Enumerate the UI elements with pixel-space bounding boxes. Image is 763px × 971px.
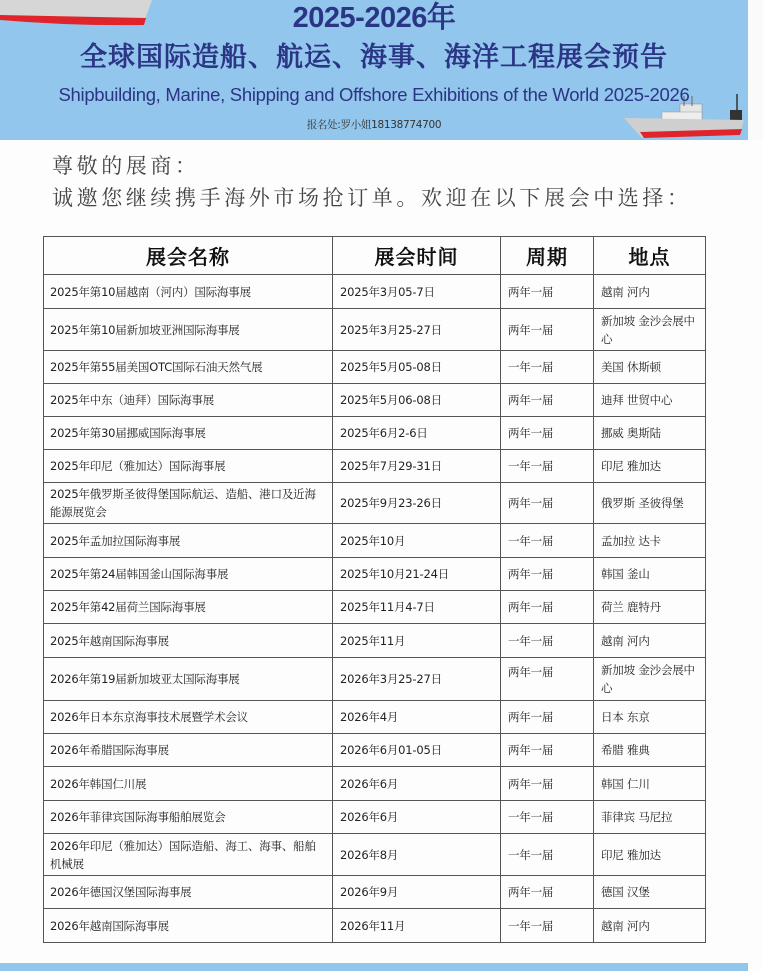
exhibition-location: 越南 河内 (594, 275, 706, 309)
header-name: 展会名称 (44, 237, 333, 275)
exhibition-location: 荷兰 鹿特丹 (594, 591, 706, 624)
exhibition-date: 2026年4月 (333, 701, 501, 734)
table-row (44, 624, 706, 658)
exhibition-name: 2026年德国汉堡国际海事展 (44, 876, 333, 909)
exhibition-name: 2025年孟加拉国际海事展 (44, 524, 333, 558)
exhibition-date: 2026年6月 (333, 801, 501, 834)
exhibition-location: 希腊 雅典 (594, 734, 706, 767)
table-row (44, 658, 706, 701)
exhibition-date: 2025年6月2-6日 (333, 417, 501, 450)
exhibition-name: 2025年俄罗斯圣彼得堡国际航运、造船、港口及近海能源展览会 (44, 483, 333, 524)
exhibition-name: 2025年印尼（雅加达）国际海事展 (44, 450, 333, 483)
exhibition-name: 2026年希腊国际海事展 (44, 734, 333, 767)
exhibition-name: 2025年第30届挪威国际海事展 (44, 417, 333, 450)
header-banner (0, 0, 748, 140)
exhibition-location: 韩国 釜山 (594, 558, 706, 591)
registration-contact: 报名处:罗小姐18138774700 (306, 119, 442, 131)
exhibition-date: 2026年3月25-27日 (333, 658, 501, 701)
exhibition-location: 美国 休斯顿 (594, 351, 706, 384)
table-row (44, 701, 706, 734)
table-row (44, 734, 706, 767)
exhibition-date: 2025年7月29-31日 (333, 450, 501, 483)
exhibition-date: 2026年8月 (333, 834, 501, 876)
exhibition-cycle: 一年一届 (501, 834, 594, 876)
exhibition-name: 2026年日本东京海事技术展暨学术会议 (44, 701, 333, 734)
exhibition-cycle: 两年一届 (501, 701, 594, 734)
table-header-row (44, 237, 706, 275)
exhibition-name: 2025年中东（迪拜）国际海事展 (44, 384, 333, 417)
exhibition-cycle: 一年一届 (501, 909, 594, 943)
table-row (44, 524, 706, 558)
exhibition-location: 印尼 雅加达 (594, 834, 706, 876)
invitation-text: 诚邀您继续携手海外市场抢订单。欢迎在以下展会中选择： (52, 186, 692, 210)
table-row (44, 384, 706, 417)
banner-title-chinese: 全球国际造船、航运、海事、海洋工程展会预告 (80, 42, 668, 73)
exhibition-cycle: 两年一届 (501, 591, 594, 624)
exhibition-cycle: 两年一届 (501, 309, 594, 351)
exhibition-date: 2025年11月4-7日 (333, 591, 501, 624)
exhibition-cycle: 一年一届 (501, 524, 594, 558)
exhibition-date: 2026年11月 (333, 909, 501, 943)
exhibition-name: 2026年越南国际海事展 (44, 909, 333, 943)
exhibition-name: 2025年第10届新加坡亚洲国际海事展 (44, 309, 333, 351)
exhibition-location: 挪威 奥斯陆 (594, 417, 706, 450)
exhibition-location: 孟加拉 达卡 (594, 524, 706, 558)
table-row (44, 834, 706, 876)
table-row (44, 801, 706, 834)
banner-year: 2025-2026年 (292, 2, 456, 34)
exhibition-location: 越南 河内 (594, 909, 706, 943)
exhibition-location: 越南 河内 (594, 624, 706, 658)
exhibition-date: 2025年5月05-08日 (333, 351, 501, 384)
exhibition-location: 德国 汉堡 (594, 876, 706, 909)
table-row (44, 417, 706, 450)
table-row (44, 309, 706, 351)
exhibition-date: 2026年6月01-05日 (333, 734, 501, 767)
exhibition-cycle: 两年一届 (501, 734, 594, 767)
table-row (44, 767, 706, 801)
exhibition-location: 俄罗斯 圣彼得堡 (594, 483, 706, 524)
exhibition-date: 2026年9月 (333, 876, 501, 909)
table-row (44, 275, 706, 309)
exhibition-cycle: 两年一届 (501, 558, 594, 591)
exhibition-cycle: 一年一届 (501, 624, 594, 658)
exhibition-date: 2025年11月 (333, 624, 501, 658)
exhibition-date: 2025年3月25-27日 (333, 309, 501, 351)
table-row (44, 909, 706, 943)
exhibition-date: 2025年3月05-7日 (333, 275, 501, 309)
table-row (44, 591, 706, 624)
exhibition-date: 2026年6月 (333, 767, 501, 801)
exhibition-name: 2025年第55届美国OTC国际石油天然气展 (44, 351, 333, 384)
exhibition-location: 印尼 雅加达 (594, 450, 706, 483)
exhibition-name: 2025年越南国际海事展 (44, 624, 333, 658)
exhibition-cycle: 一年一届 (501, 801, 594, 834)
exhibition-name: 2025年第24届韩国釜山国际海事展 (44, 558, 333, 591)
exhibition-cycle: 两年一届 (501, 658, 594, 701)
banner-edge (748, 0, 763, 140)
table-row (44, 876, 706, 909)
exhibition-cycle: 两年一届 (501, 483, 594, 524)
exhibition-date: 2025年10月 (333, 524, 501, 558)
exhibition-location: 菲律宾 马尼拉 (594, 801, 706, 834)
exhibition-date: 2025年9月23-26日 (333, 483, 501, 524)
footer-bar (0, 963, 748, 971)
exhibition-cycle: 两年一届 (501, 417, 594, 450)
exhibition-location: 新加坡 金沙会展中心 (594, 309, 706, 351)
exhibition-cycle: 两年一届 (501, 384, 594, 417)
exhibition-date: 2025年10月21-24日 (333, 558, 501, 591)
table-row (44, 450, 706, 483)
exhibition-table (43, 236, 706, 943)
salutation: 尊敬的展商： (52, 154, 200, 178)
exhibition-name: 2026年第19届新加坡亚太国际海事展 (44, 658, 333, 701)
exhibition-name: 2025年第42届荷兰国际海事展 (44, 591, 333, 624)
exhibition-cycle: 两年一届 (501, 876, 594, 909)
exhibition-name: 2026年韩国仁川展 (44, 767, 333, 801)
table-row (44, 558, 706, 591)
exhibition-date: 2025年5月06-08日 (333, 384, 501, 417)
header-date: 展会时间 (333, 237, 501, 275)
banner-title-english: Shipbuilding, Marine, Shipping and Offshore Exhibitions of the World 2025-2026 (58, 84, 690, 105)
table-row (44, 483, 706, 524)
exhibition-name: 2026年印尼（雅加达）国际造船、海工、海事、船舶机械展 (44, 834, 333, 876)
exhibition-cycle: 两年一届 (501, 767, 594, 801)
header-cycle: 周期 (501, 237, 594, 275)
exhibition-location: 新加坡 金沙会展中心 (594, 658, 706, 701)
exhibition-cycle: 一年一届 (501, 450, 594, 483)
exhibition-cycle: 两年一届 (501, 275, 594, 309)
exhibition-location: 日本 东京 (594, 701, 706, 734)
greeting (52, 150, 692, 214)
exhibition-location: 韩国 仁川 (594, 767, 706, 801)
exhibition-name: 2026年菲律宾国际海事船舶展览会 (44, 801, 333, 834)
exhibition-cycle: 一年一届 (501, 351, 594, 384)
header-location: 地点 (594, 237, 706, 275)
exhibition-name: 2025年第10届越南（河内）国际海事展 (44, 275, 333, 309)
exhibition-location: 迪拜 世贸中心 (594, 384, 706, 417)
table-row (44, 351, 706, 384)
